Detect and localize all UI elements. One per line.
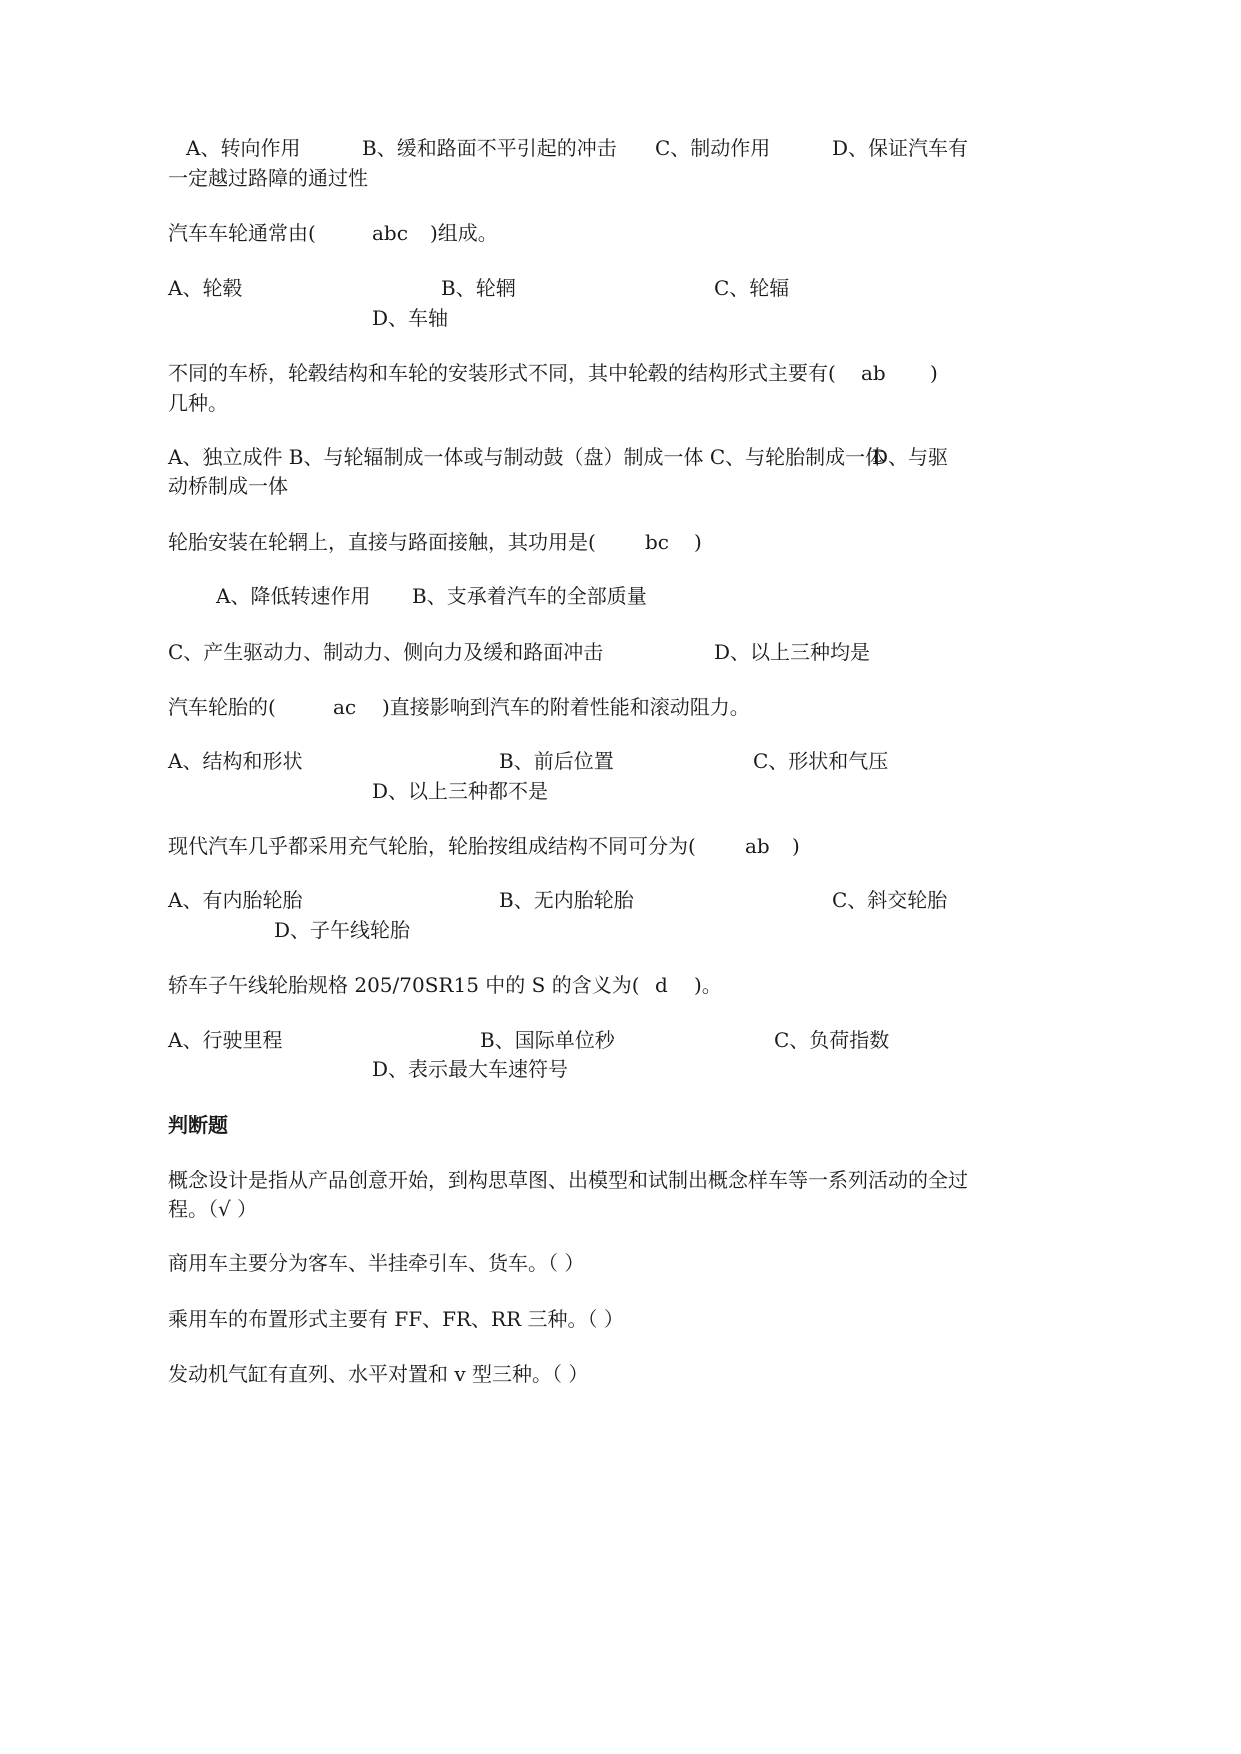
option-b: B、无内胎轮胎: [499, 888, 634, 912]
option-d: D、表示最大车速符号: [372, 1057, 569, 1081]
judgement-item: 乘用车的布置形式主要有 FF、FR、RR 三种。（ ）: [168, 1307, 624, 1331]
question-text: 轮胎安装在轮辋上，直接与路面接触，其功用是(: [168, 530, 596, 554]
judgement-item-continuation: 程。（√ ）: [168, 1197, 258, 1221]
question-text-end: ): [694, 530, 702, 554]
option-a: A、行驶里程: [168, 1028, 283, 1052]
question-text-end: )。: [694, 973, 722, 997]
option-a: A、结构和形状: [168, 749, 303, 773]
question-answer: ab: [861, 361, 886, 385]
option-a: A、转向作用: [186, 136, 301, 160]
option-a: A、轮毂: [168, 276, 243, 300]
question-text-end: ): [792, 834, 800, 858]
judgement-item: 商用车主要分为客车、半挂牵引车、货车。（ ）: [168, 1251, 585, 1275]
option-b: B、支承着汽车的全部质量: [412, 584, 647, 608]
question-answer: d: [655, 973, 668, 997]
question-text-end: )直接影响到汽车的附着性能和滚动阻力。: [382, 695, 750, 719]
option-b: B、轮辋: [441, 276, 516, 300]
option-c: C、形状和气压: [753, 749, 889, 773]
option-d: D、以上三种都不是: [372, 779, 549, 803]
option-d: D、以上三种均是: [714, 640, 871, 664]
option-c: C、产生驱动力、制动力、侧向力及缓和路面冲击: [168, 640, 604, 664]
question-answer: ab: [745, 834, 770, 858]
question-text-end: ): [930, 361, 938, 385]
option-b: B、前后位置: [499, 749, 614, 773]
judgement-item: 发动机气缸有直列、水平对置和 v 型三种。（ ）: [168, 1362, 589, 1386]
option-c: C、斜交轮胎: [832, 888, 948, 912]
option-a: A、降低转速作用: [216, 584, 371, 608]
option-d: D、与驱: [872, 445, 949, 469]
question-text: 不同的车桥，轮毂结构和车轮的安装形式不同，其中轮毂的结构形式主要有(: [168, 361, 836, 385]
option-line: A、独立成件 B、与轮辐制成一体或与制动鼓（盘）制成一体 C、与轮胎制成一体: [168, 445, 886, 469]
section-heading: 判断题: [168, 1113, 228, 1137]
question-text: 轿车子午线轮胎规格 205/70SR15 中的 S 的含义为(: [168, 973, 640, 997]
option-c: C、轮辐: [714, 276, 790, 300]
judgement-item: 概念设计是指从产品创意开始，到构思草图、出模型和试制出概念样车等一系列活动的全过: [168, 1168, 968, 1192]
option-d: D、车轴: [372, 306, 449, 330]
option-d: D、保证汽车有: [832, 136, 969, 160]
question-continuation: 几种。: [168, 391, 228, 415]
option-a: A、有内胎轮胎: [168, 888, 303, 912]
option-b: B、国际单位秒: [480, 1028, 615, 1052]
option-b: B、缓和路面不平引起的冲击: [362, 136, 617, 160]
option-c: C、制动作用: [655, 136, 771, 160]
option-continuation: 一定越过路障的通过性: [168, 166, 368, 190]
question-answer: ac: [333, 695, 357, 719]
question-text: 汽车车轮通常由(: [168, 221, 316, 245]
question-text: 现代汽车几乎都采用充气轮胎，轮胎按组成结构不同可分为(: [168, 834, 696, 858]
question-answer: abc: [372, 221, 408, 245]
option-continuation: 动桥制成一体: [168, 474, 288, 498]
question-text-end: )组成。: [430, 221, 498, 245]
question-text: 汽车轮胎的(: [168, 695, 276, 719]
option-c: C、负荷指数: [774, 1028, 890, 1052]
question-answer: bc: [645, 530, 670, 554]
option-d: D、子午线轮胎: [274, 918, 411, 942]
